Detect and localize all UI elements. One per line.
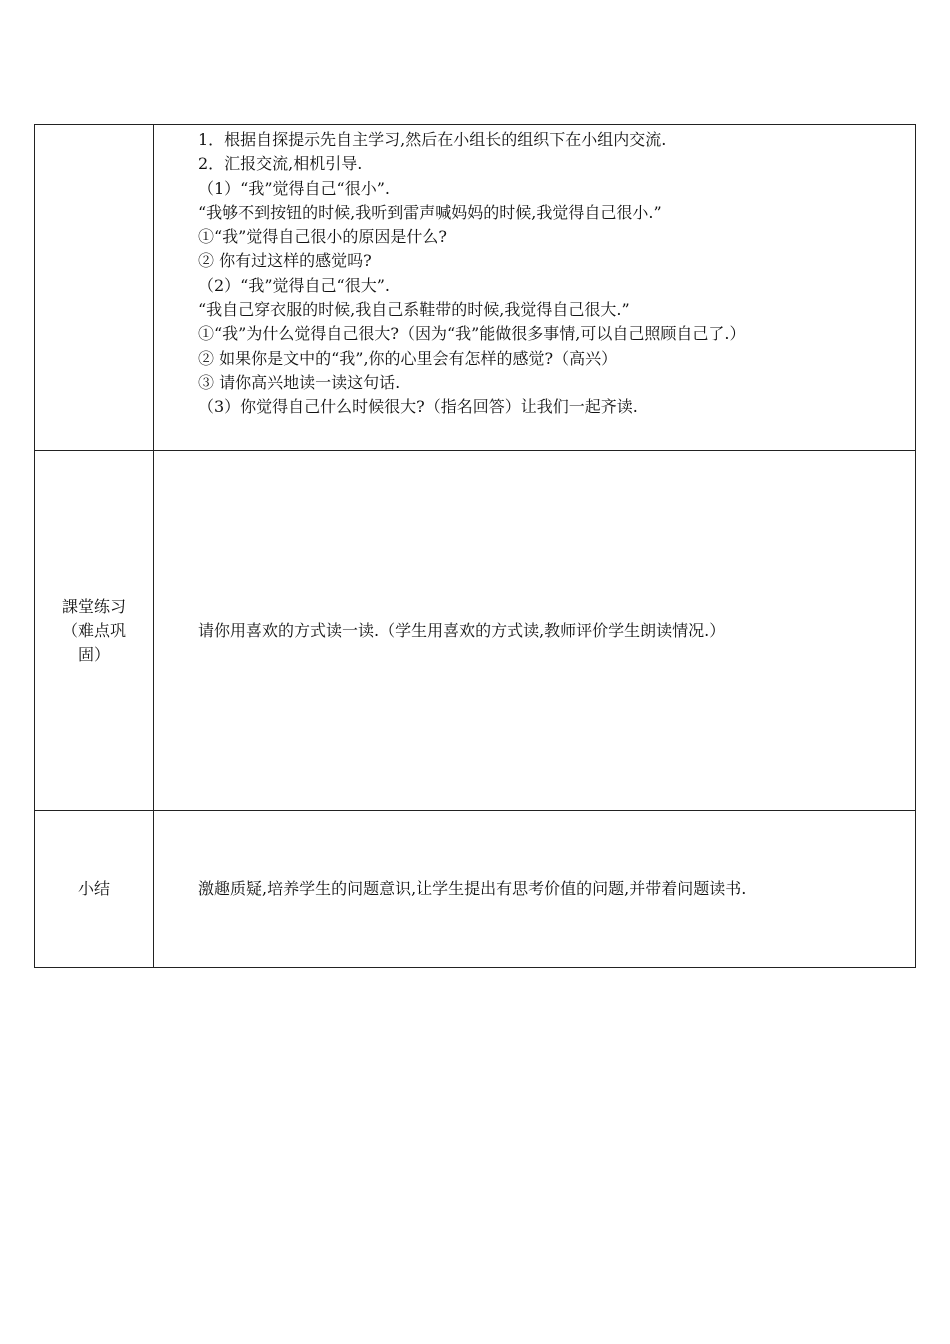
steps-content-cell [154,125,916,451]
practice-label-cell [35,451,154,811]
summary-content-cell [154,811,916,968]
step-line: ①“我”为什么觉得自己很大?（因为“我”能做很多事情,可以自己照顾自己了.） [198,324,746,344]
step-line: （3）你觉得自己什么时候很大?（指名回答）让我们一起齐读. [198,397,638,417]
summary-content: 激趣质疑,培养学生的问题意识,让学生提出有思考价值的问题,并带着问题读书. [198,879,747,898]
step-line: 1．根据自探提示先自主学习,然后在小组长的组织下在小组内交流. [198,130,667,149]
row-label-cell-empty [35,125,154,451]
practice-label-line: 課堂练习 [61,596,126,616]
step-line: （2）“我”觉得自己“很大”. [198,275,390,295]
practice-label-line: （难点巩 [61,620,126,640]
practice-content-cell [154,451,916,811]
summary-label-cell [35,811,154,968]
step-line: （1）“我”觉得自己“很小”. [198,178,390,198]
step-line: “我够不到按钮的时候,我听到雷声喊妈妈的时候,我觉得自己很小.” [198,202,662,222]
table-row-summary [35,811,916,968]
step-line: ①“我”觉得自己很小的原因是什么? [198,227,447,247]
table-row-steps [35,125,916,451]
step-line: “我自己穿衣服的时候,我自己系鞋带的时候,我觉得自己很大.” [198,300,630,320]
practice-content: 请你用喜欢的方式读一读.（学生用喜欢的方式读,教师评价学生朗读情况.） [198,620,726,640]
step-line: 2．汇报交流,相机引导. [198,154,363,174]
step-line: ③ 请你高兴地读一读这句话. [198,372,401,392]
step-line: ② 如果你是文中的“我”,你的心里会有怎样的感觉?（高兴） [198,348,618,368]
summary-label: 小结 [77,879,110,898]
lesson-plan-table [34,124,916,968]
table-row-practice [35,451,916,811]
step-line: ② 你有过这样的感觉吗? [198,251,372,271]
practice-label-line: 固） [77,644,110,664]
